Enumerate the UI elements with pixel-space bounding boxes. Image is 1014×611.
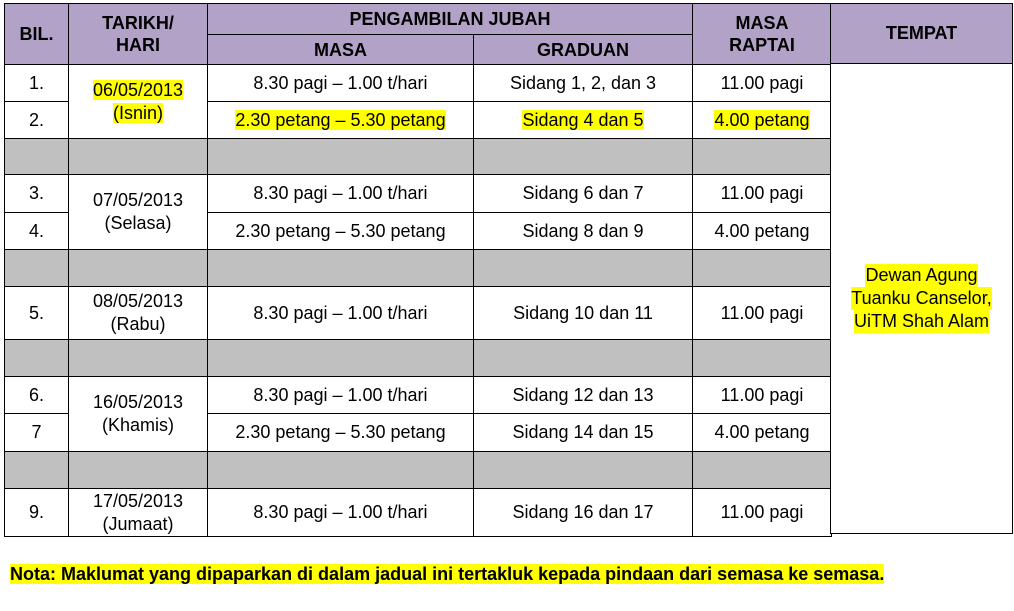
graduan-cell: Sidang 16 dan 17: [474, 489, 693, 537]
schedule-table: [4, 3, 832, 537]
table-row: [5, 489, 832, 537]
tempat-cell: [830, 63, 1013, 534]
day-text: (Rabu): [110, 314, 166, 334]
day-text: (Isnin): [112, 102, 163, 123]
masa-cell: 8.30 pagi – 1.00 t/hari: [208, 489, 474, 537]
header-tarikh-line1: TARIKH/: [102, 13, 174, 33]
graduan-cell: Sidang 14 dan 15: [474, 414, 693, 452]
header-masa-raptai: [693, 4, 832, 65]
raptai-cell: 11.00 pagi: [693, 287, 832, 340]
raptai-cell: [693, 102, 832, 139]
note-text: Nota: Maklumat yang dipaparkan di dalam jadual ini tertakluk kepada pindaan dari semasa ke semasa.: [10, 564, 885, 584]
date-text: 16/05/2013: [92, 392, 184, 412]
date-cell: [69, 65, 208, 139]
separator-row: [5, 452, 832, 489]
masa-cell: 8.30 pagi – 1.00 t/hari: [208, 287, 474, 340]
bil-cell: 9.: [5, 489, 69, 537]
tempat-line3: UiTM Shah Alam: [853, 311, 990, 331]
note: [10, 563, 996, 586]
header-bil: BIL.: [5, 4, 69, 65]
tempat-line1: Dewan Agung: [865, 265, 978, 285]
table-row: [5, 65, 832, 102]
bil-cell: 6.: [5, 377, 69, 414]
bil-cell: 1.: [5, 65, 69, 102]
graduan-cell: [474, 102, 693, 139]
raptai-cell: 4.00 petang: [693, 213, 832, 250]
date-text: 06/05/2013: [92, 79, 184, 100]
bil-cell: 5.: [5, 287, 69, 340]
date-cell: [69, 175, 208, 250]
header-pengambilan: PENGAMBILAN JUBAH: [208, 4, 693, 35]
raptai-cell: 11.00 pagi: [693, 489, 832, 537]
graduan-text: Sidang 4 dan 5: [522, 109, 644, 130]
masa-cell: 8.30 pagi – 1.00 t/hari: [208, 175, 474, 213]
date-text: 07/05/2013: [92, 190, 184, 210]
table-row: [5, 175, 832, 213]
header-tarikh: [69, 4, 208, 65]
separator-row: [5, 250, 832, 287]
masa-cell: 8.30 pagi – 1.00 t/hari: [208, 377, 474, 414]
tempat-line2: Tuanku Canselor,: [851, 288, 992, 308]
masa-cell: 8.30 pagi – 1.00 t/hari: [208, 65, 474, 102]
header-raptai-line1: MASA: [735, 13, 789, 33]
date-cell: [69, 287, 208, 340]
bil-cell: 3.: [5, 175, 69, 213]
graduan-cell: Sidang 12 dan 13: [474, 377, 693, 414]
date-text: 08/05/2013: [92, 291, 184, 311]
graduan-cell: Sidang 8 dan 9: [474, 213, 693, 250]
header-graduan: GRADUAN: [474, 35, 693, 65]
table-row: [5, 377, 832, 414]
graduan-cell: Sidang 1, 2, dan 3: [474, 65, 693, 102]
masa-cell: 2.30 petang – 5.30 petang: [208, 213, 474, 250]
day-text: (Jumaat): [102, 513, 174, 534]
date-cell: [69, 377, 208, 452]
raptai-cell: 11.00 pagi: [693, 377, 832, 414]
graduan-cell: Sidang 6 dan 7: [474, 175, 693, 213]
raptai-cell: 11.00 pagi: [693, 175, 832, 213]
date-cell: [69, 489, 208, 537]
header-tarikh-line2: HARI: [116, 35, 160, 55]
header-tempat: [830, 3, 1013, 64]
raptai-text: 4.00 petang: [714, 109, 810, 130]
date-text: 17/05/2013: [92, 490, 184, 511]
masa-cell: [208, 102, 474, 139]
header-raptai-line2: RAPTAI: [729, 35, 795, 55]
raptai-cell: 4.00 petang: [693, 414, 832, 452]
day-text: (Selasa): [104, 213, 172, 233]
header-masa: MASA: [208, 35, 474, 65]
table-row: [5, 287, 832, 340]
header-tempat-text: TEMPAT: [885, 23, 958, 43]
raptai-cell: 11.00 pagi: [693, 65, 832, 102]
bil-cell: 7: [5, 414, 69, 452]
bil-cell: 4.: [5, 213, 69, 250]
separator-row: [5, 340, 832, 377]
bil-cell: 2.: [5, 102, 69, 139]
graduan-cell: Sidang 10 dan 11: [474, 287, 693, 340]
separator-row: [5, 139, 832, 175]
masa-cell: 2.30 petang – 5.30 petang: [208, 414, 474, 452]
day-text: (Khamis): [101, 415, 174, 435]
masa-text: 2.30 petang – 5.30 petang: [235, 109, 446, 130]
